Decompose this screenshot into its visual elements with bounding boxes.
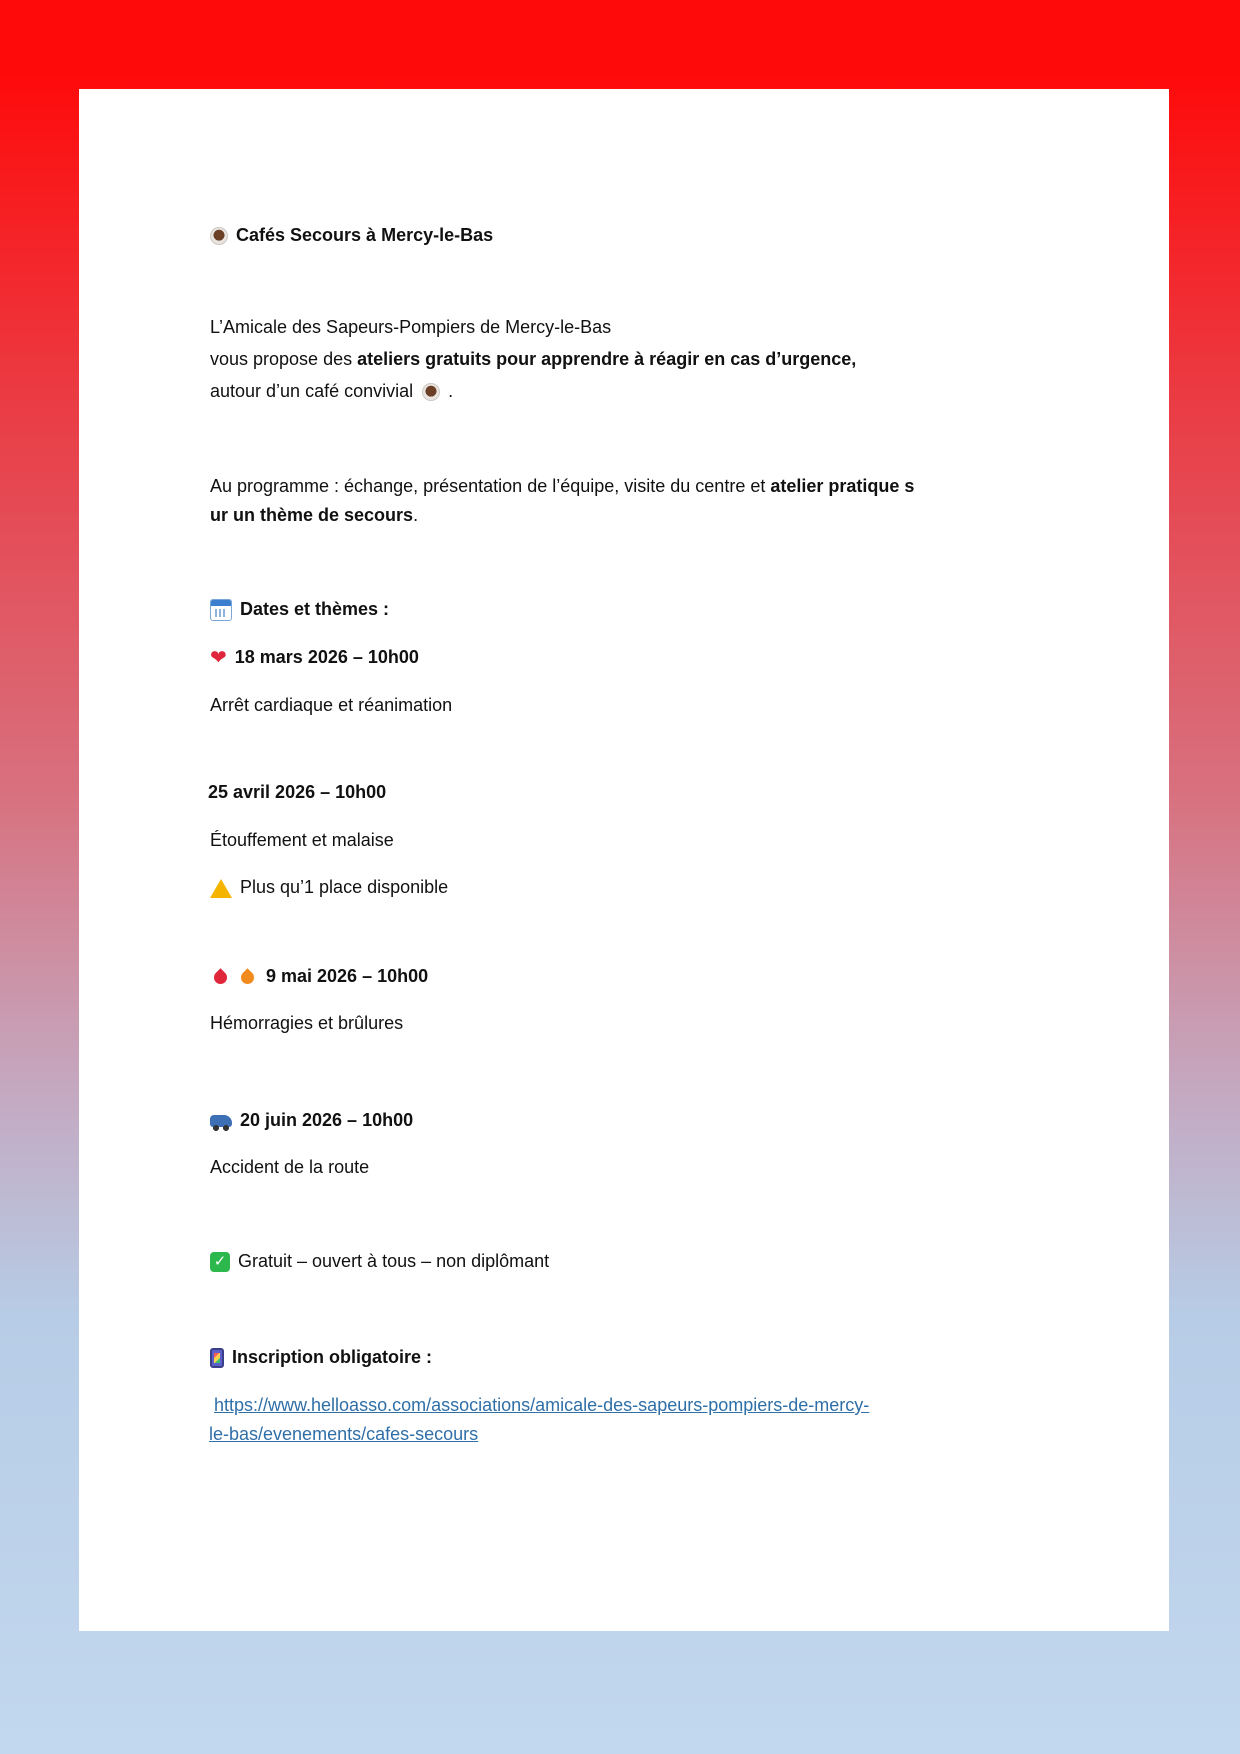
- registration-link[interactable]: le-bas/evenements/cafes-secours: [209, 1424, 479, 1444]
- registration-heading-text: Inscription obligatoire :: [232, 1347, 433, 1367]
- page-title: [210, 223, 493, 247]
- phone-icon: [210, 1348, 224, 1368]
- programme-end: .: [413, 505, 419, 525]
- session-3-date: [210, 964, 428, 988]
- session-2-date: [208, 780, 386, 804]
- coffee-icon: [422, 383, 440, 401]
- registration-link-line-1: [214, 1393, 869, 1417]
- blood-drop-icon: [211, 968, 229, 986]
- dates-heading-text: Dates et thèmes :: [240, 599, 390, 619]
- intro-line-3-text: autour d’un café convivial: [210, 381, 414, 401]
- intro-line-2-bold: ateliers gratuits pour apprendre à réagir en cas d’urgence,: [357, 349, 857, 369]
- registration-heading: [210, 1345, 432, 1369]
- session-1-theme: Arrêt cardiaque et réanimation: [210, 695, 453, 715]
- programme-prefix: Au programme : échange, présentation de l’équipe, visite du centre et: [210, 476, 771, 496]
- session-date: 25 avril 2026 – 10h00: [208, 782, 387, 802]
- programme-bold-1: atelier pratique s: [770, 476, 915, 496]
- programme-line-1: [210, 474, 914, 498]
- session-date: 9 mai 2026 – 10h00: [266, 966, 429, 986]
- car-icon: [210, 1115, 232, 1127]
- intro-line-1: L’Amicale des Sapeurs-Pompiers de Mercy-le-Bas: [210, 317, 612, 337]
- intro-line-3-end: .: [448, 381, 454, 401]
- session-3-theme: Hémorragies et brûlures: [210, 1013, 404, 1033]
- coffee-icon: [210, 227, 228, 245]
- session-date: 20 juin 2026 – 10h00: [240, 1110, 414, 1130]
- title-text: Cafés Secours à Mercy-le-Bas: [236, 225, 494, 245]
- session-4-date: [210, 1108, 413, 1132]
- fire-icon: [238, 968, 256, 986]
- session-2-theme: Étouffement et malaise: [210, 830, 394, 850]
- document-page: [79, 89, 1169, 1631]
- session-4-theme: Accident de la route: [210, 1157, 370, 1177]
- programme-bold-2: ur un thème de secours: [210, 505, 414, 525]
- session-date: 18 mars 2026 – 10h00: [234, 647, 419, 667]
- heart-icon: ❤: [210, 647, 227, 670]
- check-icon: ✓: [210, 1252, 230, 1272]
- intro-line-2-prefix: vous propose des: [210, 349, 358, 369]
- calendar-icon: [210, 599, 232, 621]
- intro-line-2: [210, 347, 856, 371]
- warning-icon: [210, 879, 232, 898]
- dates-heading: [210, 597, 389, 621]
- registration-link[interactable]: https://www.helloasso.com/associations/amicale-des-sapeurs-pompiers-de-mercy-: [214, 1395, 870, 1415]
- session-1-date: [210, 645, 419, 669]
- session-2-note: [210, 875, 448, 899]
- free-line-text: Gratuit – ouvert à tous – non diplômant: [238, 1251, 550, 1271]
- programme-line-2: [210, 503, 418, 527]
- availability-note: Plus qu’1 place disponible: [240, 877, 449, 897]
- registration-link-line-2: [209, 1422, 478, 1446]
- free-line: [210, 1249, 549, 1273]
- intro-line-3: [210, 379, 453, 403]
